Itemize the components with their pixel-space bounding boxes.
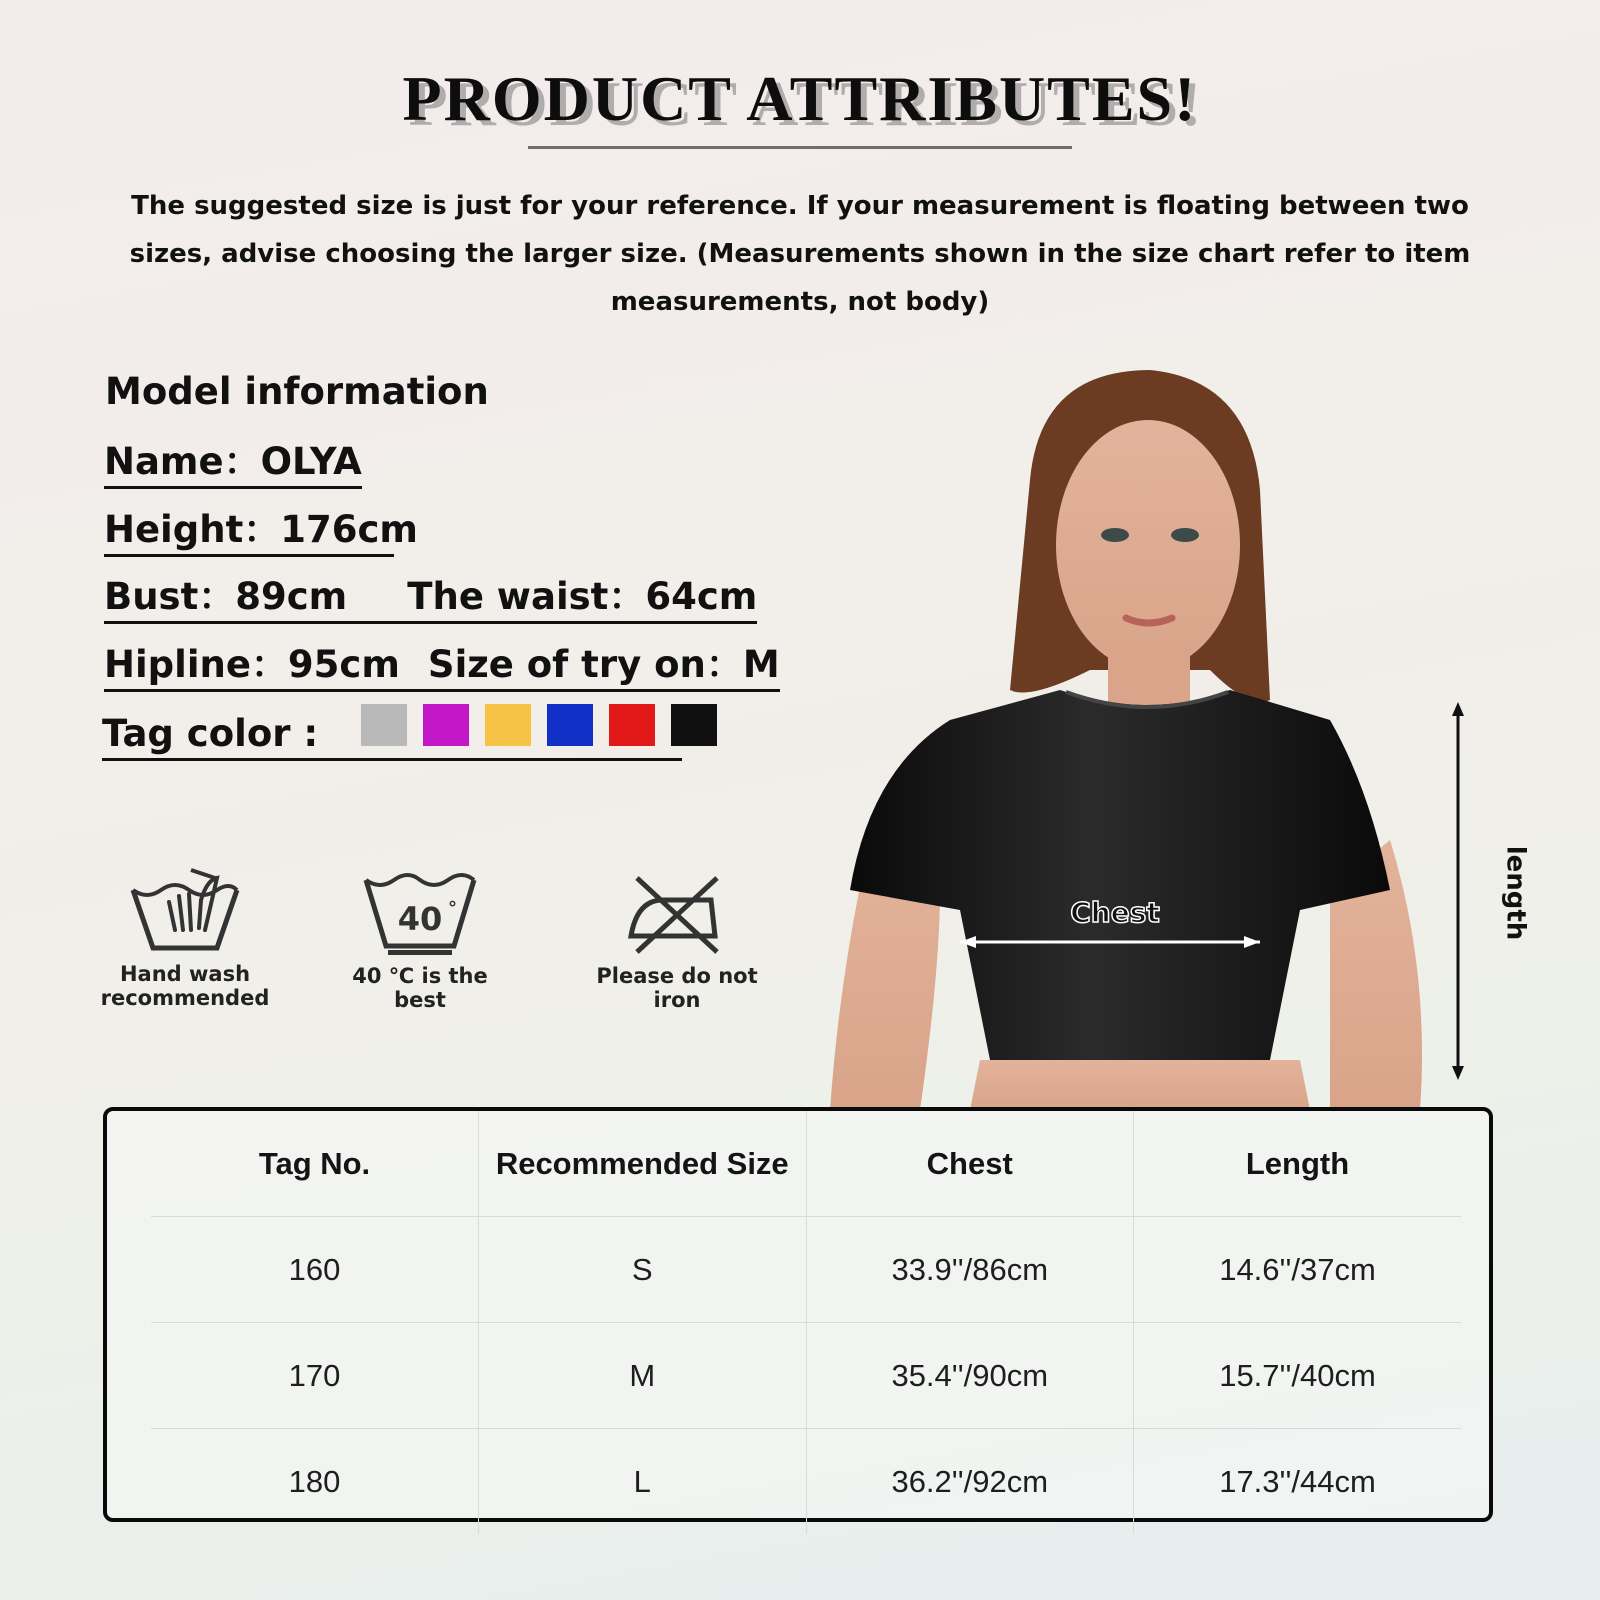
model-size-try-on: Size of try on：M [427,643,780,686]
care-hand-wash [100,860,270,1010]
size-chart [103,1107,1493,1522]
model-waist: The waist：64cm [407,575,758,618]
wash-40-icon [360,870,480,958]
midriff [970,1060,1310,1110]
care-temperature [330,870,510,1012]
length-arrow [1446,700,1470,1082]
tag-color-row [102,712,682,761]
cell-tag-no: 170 [151,1323,479,1429]
model-height: Height：176cm [104,508,394,557]
model-hipline: Hipline：95cm [104,643,400,686]
page-title: PRODUCT ATTRIBUTES! [402,63,1198,134]
tag-color-swatch[interactable] [423,704,469,746]
cell-tag-no: 160 [151,1217,479,1323]
temperature-label: 40 ℃ is the best [352,964,488,1012]
care-no-iron [572,870,782,1012]
size-note: The suggested size is just for your reference. If your measurement is floating between two sizes, advise choosing the larger size. (Measurements shown in the size chart refer to item measurements, not body) [129,191,1471,317]
hand-wash-icon [125,860,245,956]
tag-color-label: Tag color : [102,712,319,755]
model-bust: Bust：89cm [104,575,348,618]
table-row [151,1323,1461,1429]
face [1056,420,1240,670]
cell-length: 15.7''/40cm [1134,1323,1462,1429]
tag-color-swatch[interactable] [609,704,655,746]
tag-color-swatch[interactable] [671,704,717,746]
cell-chest: 35.4''/90cm [806,1323,1134,1429]
cell-chest: 36.2''/92cm [806,1429,1134,1535]
model-bust-waist [104,575,757,624]
model-heading: Model information [105,370,489,413]
cell-length: 14.6''/37cm [1134,1217,1462,1323]
size-table [151,1111,1461,1534]
tag-color-swatch[interactable] [547,704,593,746]
model-hip-size [104,643,780,692]
header-length: Length [1134,1111,1462,1217]
model-photo [830,370,1470,1110]
tag-color-swatch[interactable] [485,704,531,746]
cell-size: S [479,1217,807,1323]
table-row [151,1429,1461,1535]
header-tag-no: Tag No. [258,1145,371,1181]
tag-color-swatches [361,704,717,746]
table-row [151,1217,1461,1323]
svg-text:°: ° [448,898,457,919]
cell-size: L [479,1429,807,1535]
wash-temp-label: 40 [397,900,443,938]
length-label: length [1500,845,1531,941]
no-iron-icon [617,870,737,958]
header-recommended-size: Recommended Size [479,1111,807,1217]
table-header-row [151,1111,1461,1217]
cell-chest: 33.9''/86cm [806,1217,1134,1323]
hand-wash-label: Hand wash recommended [100,962,270,1010]
model-name: Name：OLYA [104,440,362,489]
no-iron-label: Please do not iron [596,964,758,1012]
header-chest: Chest [806,1111,1134,1217]
title-underline [528,146,1072,149]
tag-color-swatch[interactable] [361,704,407,746]
cell-length: 17.3''/44cm [1134,1429,1462,1535]
chest-label: Chest [1070,896,1160,929]
cell-tag-no: 180 [151,1429,479,1535]
cell-size: M [479,1323,807,1429]
